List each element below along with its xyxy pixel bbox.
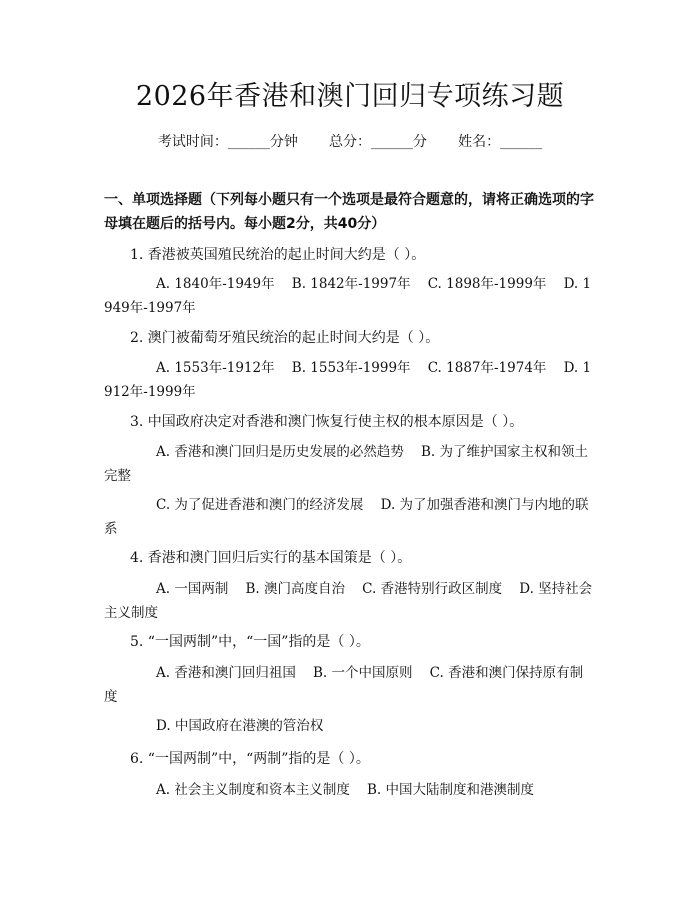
question-stem: 2. 澳门被葡萄牙殖民统治的起止时间大约是（ ）。	[130, 330, 440, 346]
question-stem: 5. “一国两制”中，“一国”指的是（ ）。	[130, 634, 370, 650]
question-options: A. 香港和澳门回归祖国 B. 一个中国原则 C. 香港和澳门保持原有制度	[104, 665, 584, 705]
question-stem: 6. “一国两制”中，“两制”指的是（ ）。	[130, 751, 370, 767]
total-score-field: 总分：______分	[329, 134, 427, 150]
section-heading: 一、单项选择题（下列每小题只有一个选项是最符合题意的，请将正确选项的字母填在题后的括号内。每小题2分，共40分）	[104, 192, 594, 232]
student-name-field: 姓名：______	[458, 134, 543, 150]
exam-meta	[0, 133, 700, 151]
question-options: A. 香港和澳门回归是历史发展的必然趋势 B. 为了维护国家主权和领土完整	[104, 444, 588, 484]
question-options: C. 为了促进香港和澳门的经济发展 D. 为了加强香港和澳门与内地的联系	[104, 497, 589, 537]
question-stem: 4. 香港和澳门回归后实行的基本国策是（ ）。	[130, 550, 412, 566]
question-options: A. 社会主义制度和资本主义制度 B. 中国大陆制度和港澳制度	[156, 782, 534, 798]
exam-time-field: 考试时间：______分钟	[157, 134, 298, 150]
question-stem: 1. 香港被英国殖民统治的起止时间大约是（ ）。	[130, 247, 426, 263]
question-options: A. 1553年-1912年 B. 1553年-1999年 C. 1887年-1974年 D. 1912年-1999年	[104, 360, 592, 400]
question-options: A. 1840年-1949年 B. 1842年-1997年 C. 1898年-1999年 D. 1949年-1997年	[104, 276, 592, 316]
question-options: A. 一国两制 B. 澳门高度自治 C. 香港特别行政区制度 D. 坚持社会主义制度	[104, 581, 593, 621]
exam-title: 2026年香港和澳门回归专项练习题	[135, 81, 565, 112]
question-options: D. 中国政府在港澳的管治权	[156, 718, 324, 734]
question-stem: 3. 中国政府决定对香港和澳门恢复行使主权的根本原因是（ ）。	[130, 414, 524, 430]
